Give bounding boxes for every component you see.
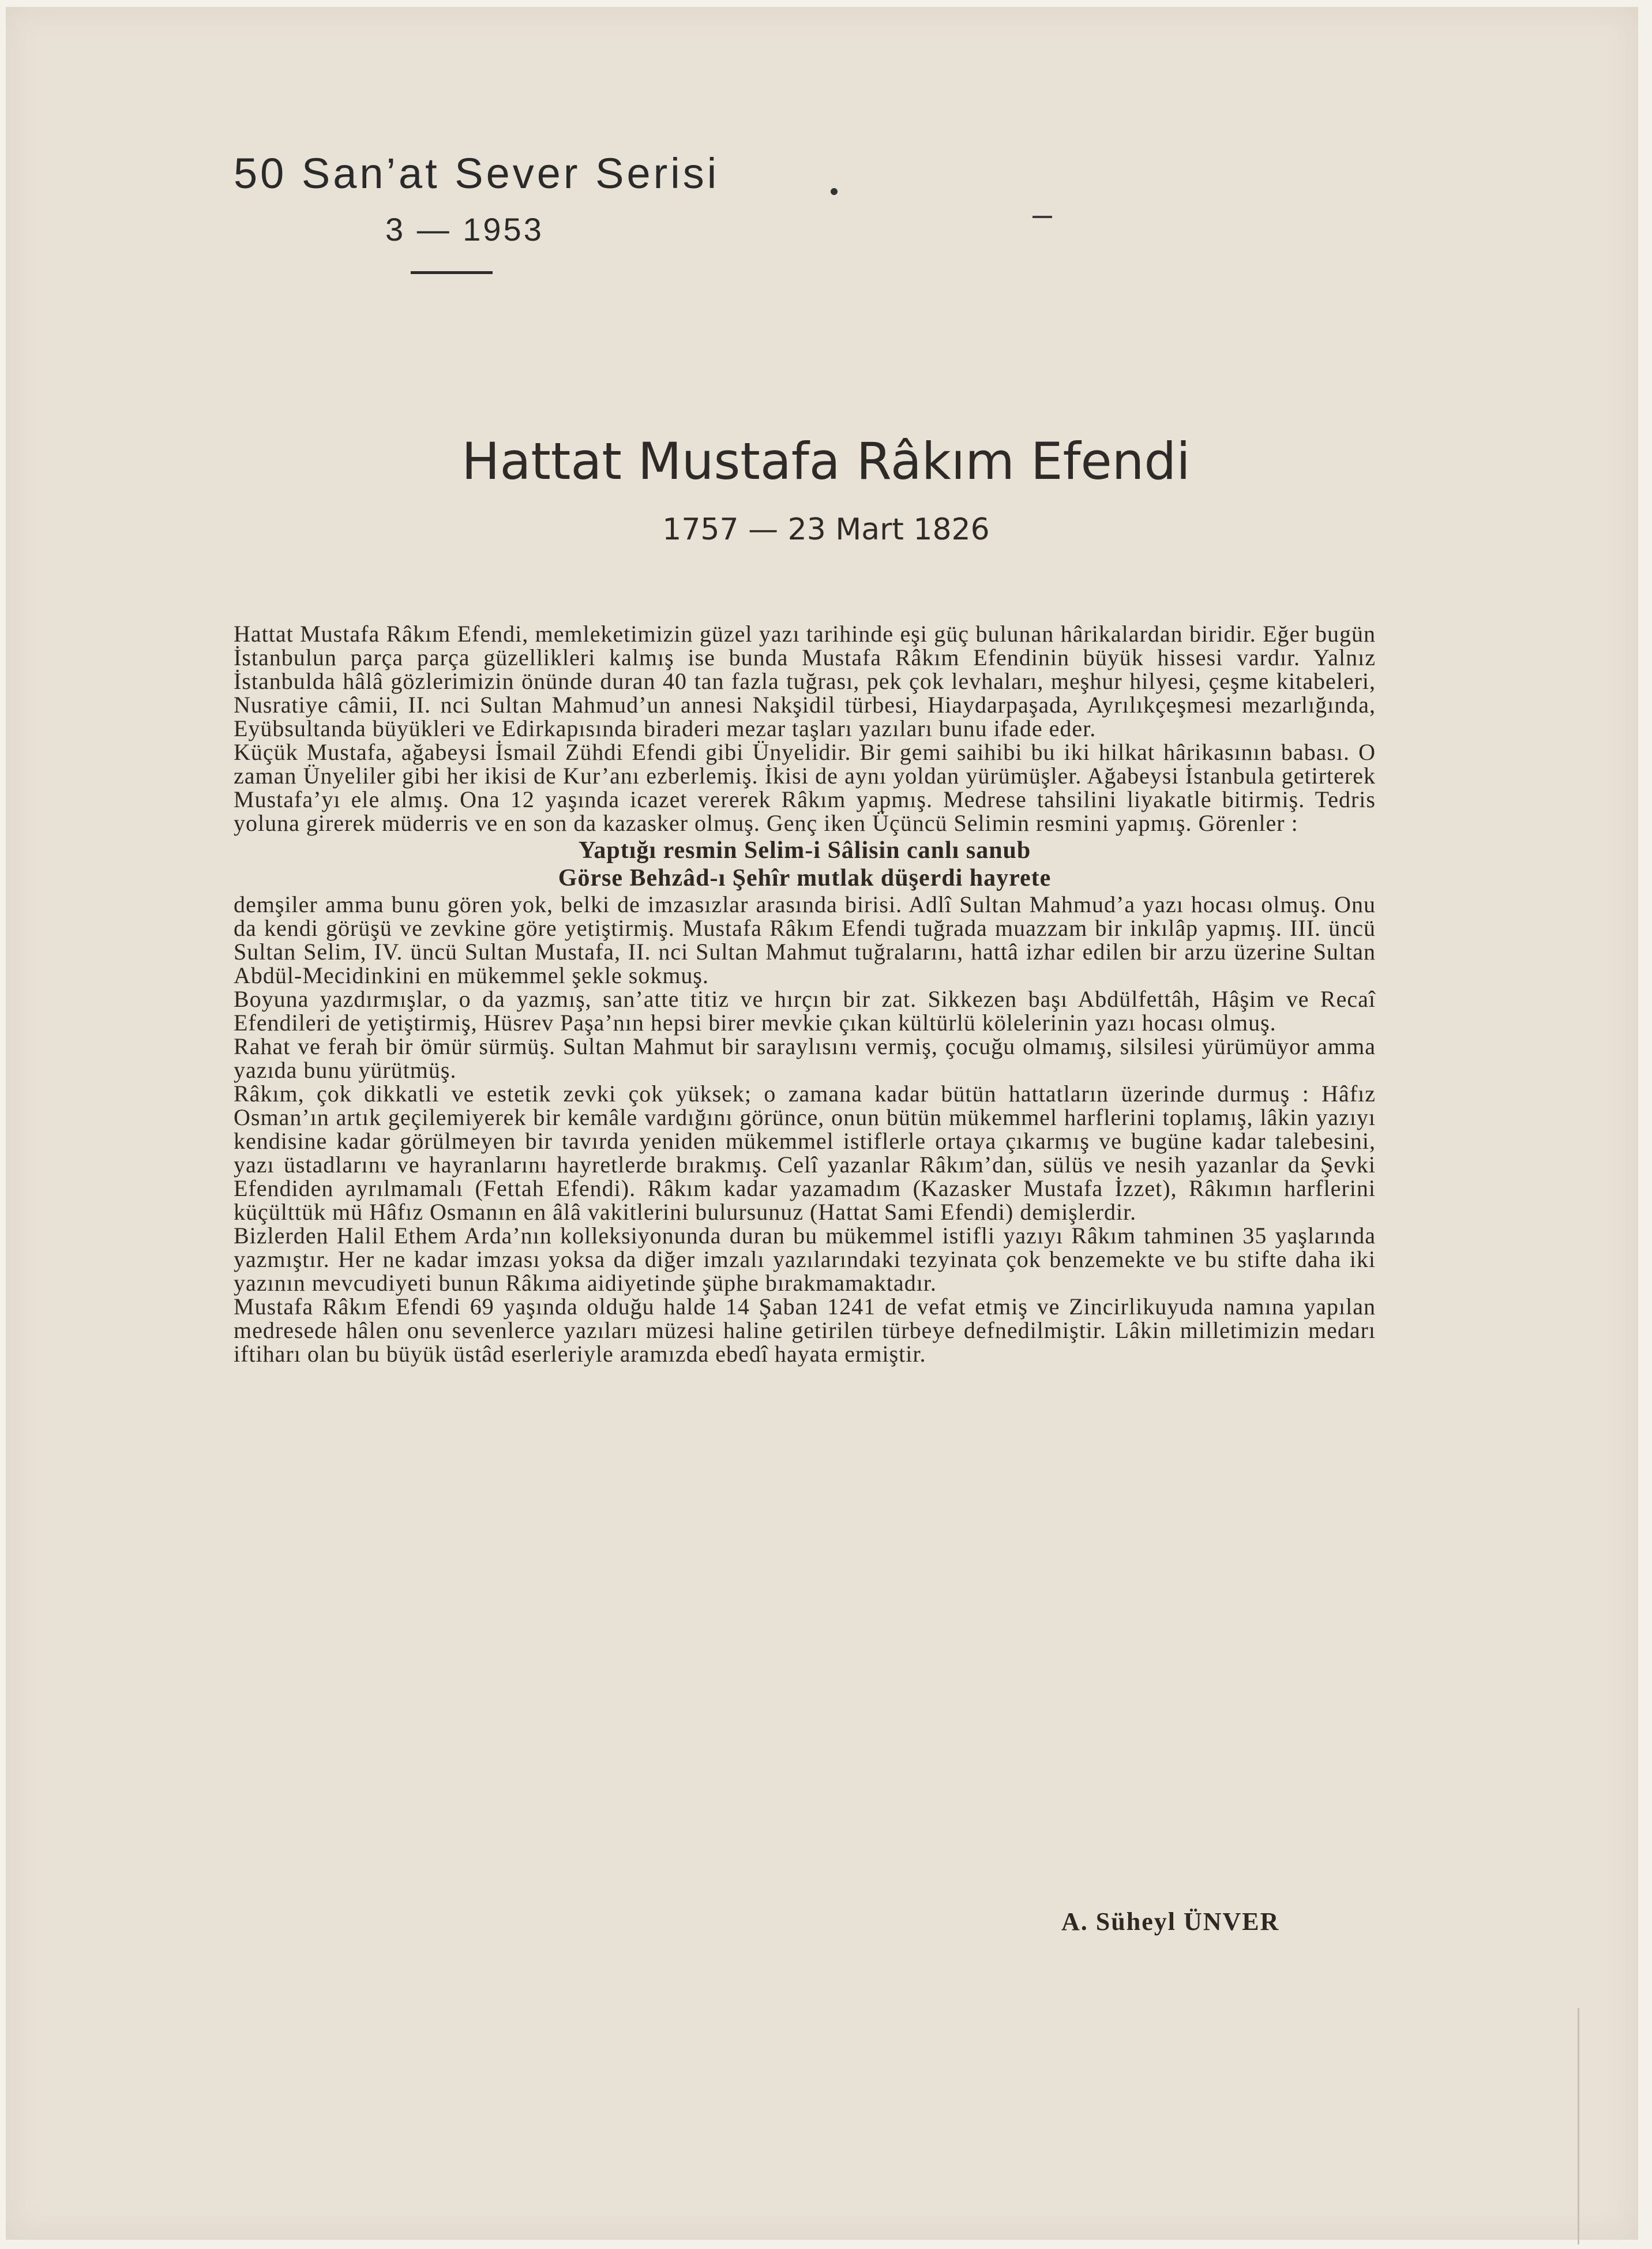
- paragraph-8: Mustafa Râkım Efendi 69 yaşında olduğu halde 14 Şaban 1241 de vefat etmiş ve Zincirlikuyuda namına yapılan medresede hâlen onu sevenlerce yazıları müzesi haline getirilen türbeye defnedilmiştir. Lâkin milletimizin medarı iftiharı olan bu büyük üstâd eserleriyle aramızda ebedî hayata ermiştir.: [234, 1294, 1376, 1367]
- document-title: Hattat Mustafa Râkım Efendi: [461, 432, 1191, 491]
- page-edge-mark: [1578, 2008, 1579, 2244]
- paragraph-7: Bizlerden Halil Ethem Arda’nın kolleksiyonunda duran bu mükemmel istifli yazıyı Râkım tahminen 35 yaşlarında yazmıştır. Her ne kadar imzası yoksa da diğer imzalı yazılarındaki tezyinata çok benzemekte ve bu stifte daha iki yazının mevcudiyeti bunun Râkıma aidiyetinde şüphe bırakmamaktadır.: [234, 1223, 1376, 1296]
- paragraph-5: Rahat ve ferah bir ömür sürmüş. Sultan Mahmut bir saraylısını vermiş, çocuğu olmamış, silsilesi yürümüyor amma yazıda bunu yürütmüş.: [234, 1033, 1376, 1083]
- series-number-date: 3 — 1953: [385, 211, 544, 248]
- paragraph-1: Hattat Mustafa Râkım Efendi, memleketimizin güzel yazı tarihinde eşi güç bulunan hârikalardan biridir. Eğer bugün İstanbulun parça parça güzellikleri kalmış ise bunda Mustafa Râkım Efendinin büyük hissesi vardır. Yalnız İstanbulda hâlâ gözlerimizin önünde duran 40 tan fazla tuğrası, pek çok levhaları, meşhur hilyesi, çeşme kitabeleri, Nusratiye câmii, II. nci Sultan Mahmud’un annesi Nakşidil türbesi, Hiaydarpaşada, Ayrılıkçeşmesi mezarlığında, Eyübsultanda büyükleri ve Edirkapısında biraderi mezar taşları yazıları bunu ifade eder.: [234, 621, 1376, 741]
- paragraph-4: Boyuna yazdırmışlar, o da yazmış, san’atte titiz ve hırçın bir zat. Sikkezen başı Abdülfettâh, Hâşim ve Recaî Efendileri de yetiştirmiş, Hüsrev Paşa’nın hepsi birer mevkie çıkan kültürlü kölelerinin yazı hocası olmuş.: [234, 986, 1376, 1036]
- life-dates: 1757 — 23 Mart 1826: [662, 512, 990, 547]
- paragraph-6: Râkım, çok dikkatli ve estetik zevki çok yüksek; o zamana kadar bütün hattatların üzerinde durmuş : Hâfız Osman’ın artık geçilemiyerek bir kemâle vardığını görünce, onun bütün mükemmel harflerini toplamış, lâkin yazıyı kendisine kadar görülmeyen bir tavırda yeniden mükemmel istiflerle ortaya çıkarmış ve bugüne kadar talebesini, yazı üstadlarını ve hayranlarını hayretlerde bırakmış. Celî yazanlar Râkım’dan, sülüs ve nesih yazanlar da Şevki Efendiden ayrılmamalı (Fettah Efendi). Râkım kadar yazamadım (Kazasker Mustafa İzzet), Râkımın harflerini küçülttük mü Hâfız Osmanın en âlâ vakitlerini bulursunuz (Hattat Sami Efendi) demişlerdir.: [234, 1081, 1376, 1225]
- divider-rule: [411, 271, 493, 274]
- paragraph-3: demşiler amma bunu gören yok, belki de imzasızlar arasında birisi. Adlî Sultan Mahmud’a yazı hocası olmuş. Onu da kendi görüşü ve zevkine göre yetiştirmiş. Mustafa Râkım Efendi tuğrada muazzam bir inkılâp yapmış. III. üncü Sultan Selim, IV. üncü Sultan Mustafa, II. nci Sultan Mahmut tuğralarını, hattâ izhar edilen bir arzu üzerine Sultan Abdül-Mecidinkini en mükemmel şekle sokmuş.: [234, 891, 1376, 988]
- print-speck: [831, 188, 838, 195]
- verse-line-2: Görse Behzâd-ı Şehîr mutlak düşerdi hayrete: [558, 865, 1052, 891]
- article-body: [234, 622, 1376, 1366]
- verse-line-1: Yaptığı resmin Selim-i Sâlisin canlı sanub: [578, 837, 1031, 864]
- author-signature: A. Süheyl ÜNVER: [1061, 1907, 1280, 1936]
- print-dash: [1032, 216, 1052, 218]
- paragraph-2: Küçük Mustafa, ağabeysi İsmail Zühdi Efendi gibi Ünyelidir. Bir gemi saihibi bu iki hilkat hârikasının babası. O zaman Ünyeliler gibi her ikisi de Kur’anı ezberlemiş. İkisi de aynı yoldan yürümüşler. Ağabeysi İstanbula getirterek Mustafa’yı ele almış. Ona 12 yaşında icazet vererek Râkım yapmış. Medrese tahsilini liyakatle bitirmiş. Tedris yoluna girerek müderris ve en son da kazasker olmuş. Genç iken Üçüncü Selimin resmini yapmış. Görenler :: [234, 739, 1376, 836]
- series-title: 50 San’at Sever Serisi: [234, 149, 720, 197]
